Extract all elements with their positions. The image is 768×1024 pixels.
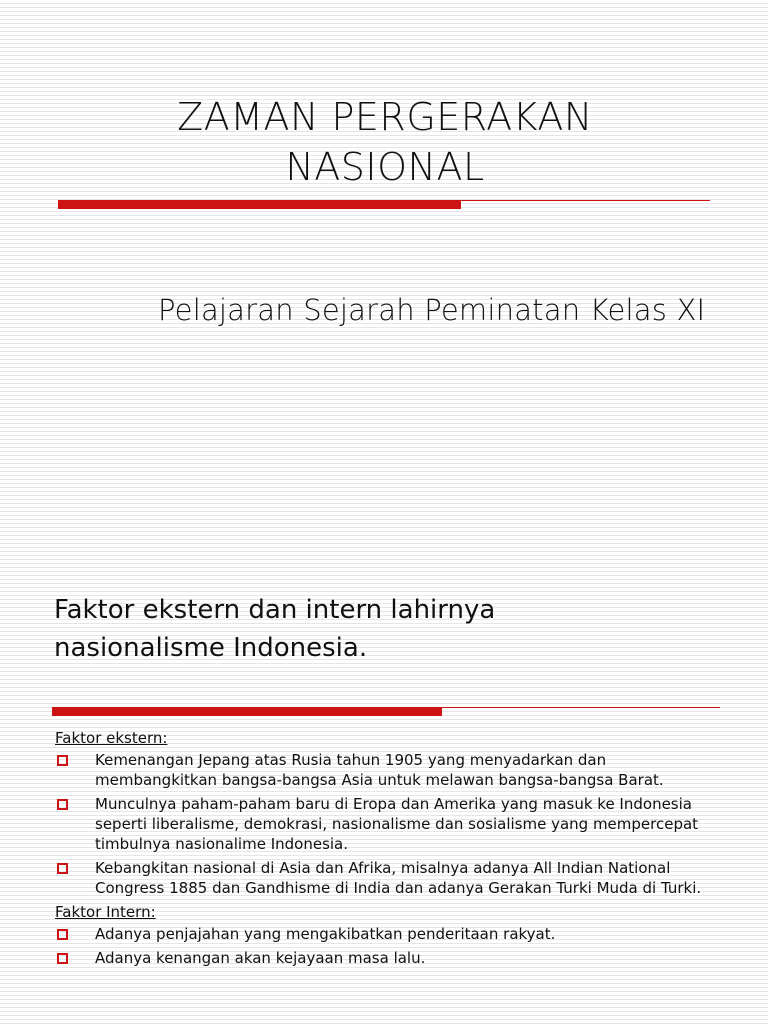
list-item-text: Munculnya paham-paham baru di Eropa dan Amerika yang masuk ke Indonesia seperti liberalisme, demokrasi, nasionalisme dan sosialisme yang mempercepat timbulnya nasionalime Indonesia.	[95, 795, 699, 853]
slide2-title	[54, 591, 714, 667]
bullet-list-ekstern	[55, 750, 715, 898]
list-item	[55, 750, 715, 790]
divider-thick-bar	[58, 200, 461, 209]
bullet-list-intern	[55, 924, 715, 968]
section-heading-intern: Faktor Intern:	[55, 903, 156, 921]
square-bullet-icon	[57, 953, 68, 964]
square-bullet-icon	[57, 863, 68, 874]
section-heading-ekstern: Faktor ekstern:	[55, 729, 168, 747]
square-bullet-icon	[57, 929, 68, 940]
divider-thin-line	[461, 200, 710, 201]
title-divider	[58, 200, 710, 209]
slide1-title	[60, 92, 710, 192]
slide2-content	[55, 728, 715, 972]
divider-thin-line	[442, 707, 720, 708]
list-item	[55, 794, 715, 854]
slide1-title-line-2: NASIONAL	[285, 145, 485, 189]
list-item-text: Kemenangan Jepang atas Rusia tahun 1905 yang menyadarkan dan membangkitkan bangsa-bangsa Asia untuk melawan bangsa-bangsa Barat.	[95, 751, 664, 789]
slide2-title-line-1: Faktor ekstern dan intern lahirnya	[54, 595, 496, 625]
list-item-text: Kebangkitan nasional di Asia dan Afrika, misalnya adanya All Indian National Congress 1885 dan Gandhisme di India dan adanya Gerakan Turki Muda di Turki.	[95, 859, 702, 897]
square-bullet-icon	[57, 755, 68, 766]
list-item-text: Adanya penjajahan yang mengakibatkan penderitaan rakyat.	[95, 925, 556, 943]
list-item-text: Adanya kenangan akan kejayaan masa lalu.	[95, 949, 426, 967]
slide2-divider	[52, 707, 720, 716]
slide1-subtitle: Pelajaran Sejarah Peminatan Kelas XI	[158, 293, 706, 327]
list-item	[55, 948, 715, 968]
slide2-title-line-2: nasionalisme Indonesia.	[54, 633, 368, 663]
divider-thick-bar	[52, 707, 442, 716]
slide1-title-line-1: ZAMAN PERGERAKAN	[177, 95, 593, 139]
list-item	[55, 858, 715, 898]
list-item	[55, 924, 715, 944]
square-bullet-icon	[57, 799, 68, 810]
